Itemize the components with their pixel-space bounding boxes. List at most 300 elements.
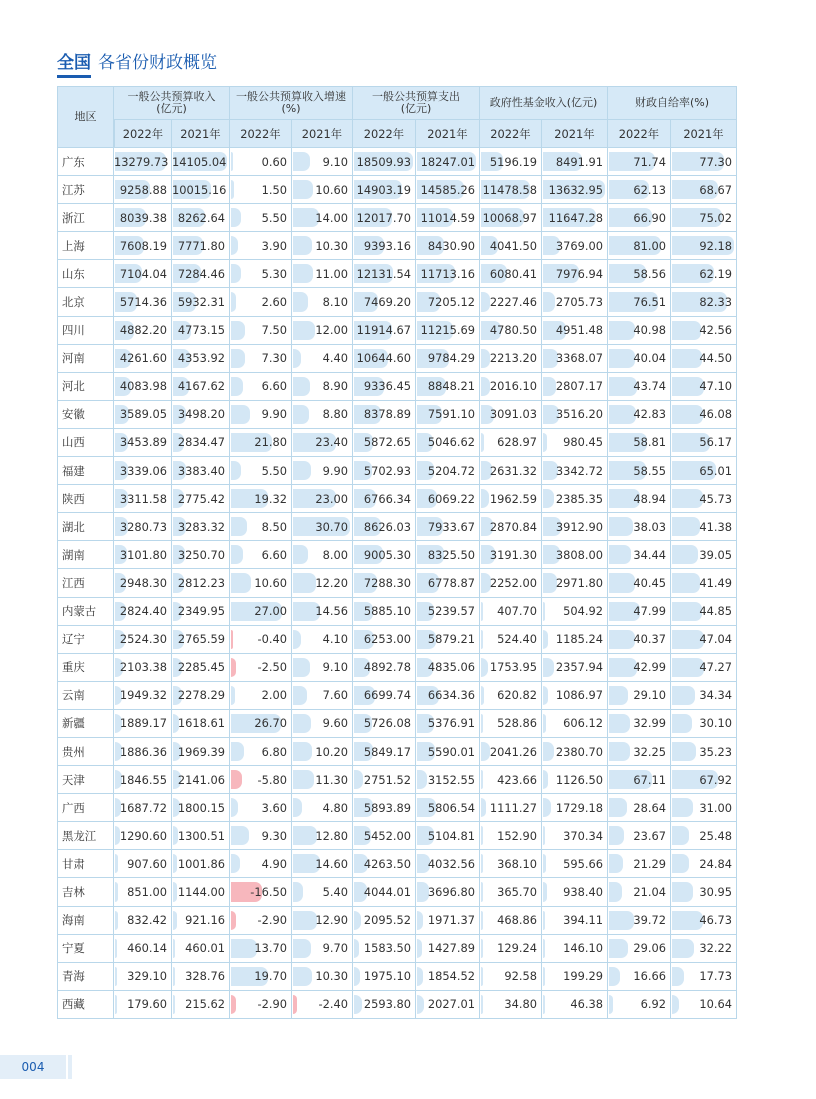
value-bar (481, 489, 489, 508)
value-text: 11914.67 (356, 323, 411, 338)
table-row (57, 654, 737, 682)
value-cell (230, 429, 292, 457)
value-cell (114, 794, 172, 822)
value-cell (172, 822, 230, 850)
value-text: 6778.87 (427, 575, 475, 590)
value-text: 504.92 (563, 604, 603, 619)
table-row (57, 176, 737, 204)
value-text: 3342.72 (555, 463, 603, 478)
value-text: 524.40 (497, 632, 537, 647)
value-bar (293, 967, 312, 986)
value-cell (114, 598, 172, 626)
year-header: 2022年 (230, 120, 292, 148)
value-text: 2593.80 (363, 997, 411, 1012)
value-text: 92.18 (699, 238, 733, 253)
value-cell (416, 457, 480, 485)
value-cell (114, 710, 172, 738)
value-text: 938.40 (563, 884, 603, 899)
table-row (57, 485, 737, 513)
value-cell (671, 232, 737, 260)
value-text: 9.60 (322, 716, 348, 731)
value-text: 1185.24 (555, 632, 603, 647)
value-cell (114, 991, 172, 1019)
table-row (57, 204, 737, 232)
value-bar (543, 939, 545, 958)
value-bar (231, 292, 236, 311)
year-header: 2021年 (172, 120, 230, 148)
value-cell (480, 569, 542, 597)
value-bar (293, 714, 311, 733)
value-cell (416, 232, 480, 260)
value-text: 13.70 (254, 941, 287, 956)
value-text: 10644.60 (356, 351, 411, 366)
value-cell (172, 654, 230, 682)
value-text: 23.67 (633, 828, 666, 843)
value-bar (231, 377, 243, 396)
value-bar (543, 658, 554, 677)
value-text: 71.74 (633, 154, 666, 169)
value-text: 3498.20 (177, 407, 225, 422)
value-cell (416, 794, 480, 822)
value-cell (542, 626, 608, 654)
value-bar (481, 686, 484, 705)
value-cell (480, 457, 542, 485)
value-cell (608, 991, 671, 1019)
value-cell (114, 485, 172, 513)
region-cell: 甘肃 (57, 850, 114, 878)
value-cell (353, 148, 416, 176)
value-cell (292, 963, 353, 991)
value-cell (114, 935, 172, 963)
value-cell (542, 963, 608, 991)
value-cell (114, 541, 172, 569)
value-text: 2812.23 (177, 575, 225, 590)
value-text: 5196.19 (489, 154, 537, 169)
value-text: 10.30 (315, 969, 348, 984)
table-row (57, 513, 737, 541)
value-bar (543, 433, 547, 452)
value-cell (230, 317, 292, 345)
value-text: 12.20 (315, 575, 348, 590)
value-text: 40.98 (633, 323, 666, 338)
value-cell (542, 569, 608, 597)
value-cell (480, 260, 542, 288)
value-cell (542, 710, 608, 738)
negative-bar (231, 658, 236, 677)
value-text: 5714.36 (119, 295, 167, 310)
value-cell (542, 598, 608, 626)
value-bar (543, 826, 545, 845)
value-text: 10.60 (254, 575, 287, 590)
value-cell (480, 598, 542, 626)
value-cell (542, 738, 608, 766)
value-text: 14.56 (315, 604, 348, 619)
value-cell (671, 907, 737, 935)
value-bar (231, 321, 245, 340)
value-cell (230, 232, 292, 260)
value-cell (608, 513, 671, 541)
value-cell (114, 513, 172, 541)
value-cell (172, 682, 230, 710)
value-cell (416, 626, 480, 654)
value-text: 21.29 (633, 856, 666, 871)
value-cell (292, 345, 353, 373)
value-cell (542, 317, 608, 345)
value-cell (416, 204, 480, 232)
value-text: 21.80 (254, 435, 287, 450)
value-bar (293, 882, 303, 901)
value-text: 58.56 (633, 266, 666, 281)
value-cell (172, 176, 230, 204)
value-text: 4032.56 (427, 856, 475, 871)
value-bar (609, 995, 613, 1014)
value-text: 21.04 (633, 884, 666, 899)
table-row (57, 317, 737, 345)
value-text: 1687.72 (119, 800, 167, 815)
value-cell (480, 682, 542, 710)
value-text: -2.90 (257, 913, 287, 928)
value-text: 47.27 (699, 660, 733, 675)
value-cell (480, 401, 542, 429)
value-text: 7205.12 (427, 295, 475, 310)
value-text: 1144.00 (177, 884, 225, 899)
value-cell (353, 485, 416, 513)
value-bar (231, 405, 250, 424)
value-cell (230, 260, 292, 288)
value-cell (416, 148, 480, 176)
value-bar (672, 517, 700, 536)
value-bar (672, 545, 698, 564)
value-cell (542, 850, 608, 878)
value-cell (542, 541, 608, 569)
value-text: 18509.93 (356, 154, 411, 169)
value-text: -0.40 (257, 632, 287, 647)
value-bar (115, 911, 118, 930)
value-cell (671, 317, 737, 345)
value-text: 3769.00 (555, 238, 603, 253)
value-text: 2948.30 (119, 575, 167, 590)
value-cell (114, 878, 172, 906)
value-cell (542, 513, 608, 541)
value-cell (542, 682, 608, 710)
value-text: 460.01 (185, 941, 225, 956)
value-cell (671, 878, 737, 906)
value-text: 6766.34 (363, 491, 411, 506)
value-cell (671, 654, 737, 682)
value-cell (671, 513, 737, 541)
value-bar (481, 602, 483, 621)
value-bar (481, 770, 483, 789)
value-cell (608, 598, 671, 626)
value-bar (672, 939, 694, 958)
value-text: 152.90 (497, 828, 537, 843)
value-text: 8378.89 (363, 407, 411, 422)
value-bar (543, 742, 554, 761)
value-text: 6080.41 (489, 266, 537, 281)
value-cell (671, 485, 737, 513)
value-text: 4353.92 (177, 351, 225, 366)
value-text: 62.13 (633, 182, 666, 197)
value-text: 43.74 (633, 379, 666, 394)
value-text: 179.60 (127, 997, 167, 1012)
value-cell (353, 345, 416, 373)
value-text: 12.80 (315, 828, 348, 843)
value-cell (172, 907, 230, 935)
value-text: 66.90 (633, 210, 666, 225)
value-text: 1729.18 (555, 800, 603, 815)
value-text: 67.92 (699, 772, 733, 787)
value-cell (292, 654, 353, 682)
value-cell (542, 401, 608, 429)
value-text: 2278.29 (177, 688, 225, 703)
value-text: 370.34 (563, 828, 603, 843)
value-bar (481, 798, 486, 817)
value-text: 40.04 (633, 351, 666, 366)
value-text: 11713.16 (420, 266, 475, 281)
value-cell (292, 794, 353, 822)
value-bar (231, 742, 244, 761)
value-bar (173, 939, 175, 958)
value-text: 9336.45 (363, 379, 411, 394)
value-cell (416, 766, 480, 794)
value-text: 3250.70 (177, 547, 225, 562)
value-cell (172, 738, 230, 766)
region-header: 地区 (57, 86, 114, 148)
value-text: 1962.59 (489, 491, 537, 506)
value-cell (114, 654, 172, 682)
value-bar (672, 573, 700, 592)
region-cell: 重庆 (57, 654, 114, 682)
value-text: 851.00 (127, 884, 167, 899)
value-text: 9005.30 (363, 547, 411, 562)
title-rest: 各省份财政概览 (98, 53, 217, 73)
value-text: 82.33 (699, 295, 733, 310)
value-bar (293, 573, 316, 592)
value-cell (292, 485, 353, 513)
value-bar (543, 489, 554, 508)
value-cell (416, 822, 480, 850)
group-header (353, 86, 480, 120)
value-text: 7976.94 (555, 266, 603, 281)
value-bar (543, 798, 551, 817)
value-cell (172, 850, 230, 878)
table-row (57, 907, 737, 935)
value-bar (481, 714, 483, 733)
value-cell (230, 485, 292, 513)
value-cell (480, 429, 542, 457)
value-bar (481, 433, 484, 452)
page-number: 004 (0, 1055, 66, 1079)
value-text: 1886.36 (119, 744, 167, 759)
value-text: 6.60 (261, 379, 287, 394)
value-text: 77.30 (699, 154, 733, 169)
value-text: 9784.29 (427, 351, 475, 366)
value-cell (608, 935, 671, 963)
value-cell (292, 373, 353, 401)
value-text: 7771.80 (177, 238, 225, 253)
value-text: 1971.37 (427, 913, 475, 928)
value-text: 5726.08 (363, 716, 411, 731)
value-bar (354, 967, 360, 986)
table-row (57, 794, 737, 822)
value-cell (172, 569, 230, 597)
value-text: 595.66 (563, 856, 603, 871)
value-cell (230, 766, 292, 794)
value-text: 32.99 (633, 716, 666, 731)
value-text: -2.90 (257, 997, 287, 1012)
region-cell: 吉林 (57, 878, 114, 906)
value-bar (231, 349, 245, 368)
value-text: 5849.17 (363, 744, 411, 759)
value-text: 606.12 (563, 716, 603, 731)
table-row (57, 991, 737, 1019)
value-text: 17.73 (699, 969, 733, 984)
value-cell (608, 710, 671, 738)
value-text: -5.80 (257, 772, 287, 787)
value-bar (672, 321, 701, 340)
value-cell (353, 598, 416, 626)
value-bar (293, 180, 313, 199)
value-cell (114, 401, 172, 429)
value-bar (354, 939, 359, 958)
value-text: 8.10 (322, 295, 348, 310)
value-bar (481, 939, 483, 958)
value-cell (608, 204, 671, 232)
value-text: 7591.10 (427, 407, 475, 422)
value-text: 13279.73 (114, 154, 169, 169)
value-text: 4041.50 (489, 238, 537, 253)
value-text: 10015.16 (172, 182, 227, 197)
value-cell (353, 738, 416, 766)
value-text: 468.86 (497, 913, 537, 928)
value-text: 3101.80 (119, 547, 167, 562)
value-cell (671, 822, 737, 850)
region-cell: 四川 (57, 317, 114, 345)
value-text: 129.24 (497, 941, 537, 956)
value-cell (353, 626, 416, 654)
value-text: 67.11 (633, 772, 666, 787)
value-text: 42.83 (633, 407, 666, 422)
finance-table (57, 86, 737, 1019)
value-text: 5046.62 (427, 435, 475, 450)
value-cell (292, 878, 353, 906)
value-text: 2775.42 (177, 491, 225, 506)
value-cell (292, 204, 353, 232)
value-cell (172, 148, 230, 176)
value-cell (114, 373, 172, 401)
value-cell (230, 513, 292, 541)
value-bar (293, 658, 310, 677)
value-bar (115, 854, 118, 873)
value-bar (293, 630, 301, 649)
value-cell (608, 738, 671, 766)
value-bar (672, 995, 679, 1014)
value-text: 28.64 (633, 800, 666, 815)
value-cell (671, 373, 737, 401)
value-cell (542, 822, 608, 850)
value-text: 8.80 (322, 407, 348, 422)
value-text: 3280.73 (119, 519, 167, 534)
value-text: 2870.84 (489, 519, 537, 534)
value-cell (608, 907, 671, 935)
value-text: 2524.30 (119, 632, 167, 647)
value-text: 2016.10 (489, 379, 537, 394)
value-text: 11478.58 (482, 182, 537, 197)
value-cell (416, 682, 480, 710)
value-text: 76.51 (633, 295, 666, 310)
value-cell (230, 738, 292, 766)
negative-bar (231, 630, 233, 649)
value-cell (542, 907, 608, 935)
value-text: 12131.54 (356, 266, 411, 281)
value-text: 4.40 (322, 351, 348, 366)
region-cell: 河南 (57, 345, 114, 373)
value-cell (671, 935, 737, 963)
value-cell (416, 373, 480, 401)
value-bar (231, 461, 241, 480)
value-text: 32.25 (633, 744, 666, 759)
value-text: 0.60 (261, 154, 287, 169)
value-cell (172, 513, 230, 541)
value-text: 921.16 (185, 913, 225, 928)
value-cell (480, 991, 542, 1019)
value-cell (230, 682, 292, 710)
value-text: 407.70 (497, 604, 537, 619)
value-cell (172, 345, 230, 373)
value-cell (172, 598, 230, 626)
value-text: 4835.06 (427, 660, 475, 675)
value-bar (231, 854, 240, 873)
value-text: 44.50 (699, 351, 733, 366)
value-text: 23.40 (315, 435, 348, 450)
value-cell (480, 373, 542, 401)
value-bar (293, 349, 301, 368)
value-text: 47.10 (699, 379, 733, 394)
value-text: 3191.30 (489, 547, 537, 562)
value-cell (230, 850, 292, 878)
value-cell (353, 401, 416, 429)
value-text: 2285.45 (177, 660, 225, 675)
value-bar (672, 854, 689, 873)
value-cell (671, 682, 737, 710)
group-header (480, 86, 608, 120)
value-bar (293, 545, 308, 564)
group-header (114, 86, 230, 120)
value-text: 45.73 (699, 491, 733, 506)
value-bar (481, 967, 483, 986)
value-text: 24.84 (699, 856, 733, 871)
region-cell: 福建 (57, 457, 114, 485)
value-text: 4.80 (322, 800, 348, 815)
value-text: 4780.50 (489, 323, 537, 338)
table-row (57, 345, 737, 373)
value-cell (542, 345, 608, 373)
value-cell (416, 935, 480, 963)
value-bar (609, 321, 635, 340)
table-row (57, 738, 737, 766)
value-text: 11.00 (315, 266, 348, 281)
value-text: 14.00 (315, 210, 348, 225)
value-cell (292, 626, 353, 654)
table-row (57, 457, 737, 485)
value-cell (172, 626, 230, 654)
value-cell (480, 513, 542, 541)
value-cell (114, 822, 172, 850)
value-text: 47.99 (633, 604, 666, 619)
value-bar (481, 630, 483, 649)
value-bar (115, 967, 117, 986)
table-row (57, 598, 737, 626)
